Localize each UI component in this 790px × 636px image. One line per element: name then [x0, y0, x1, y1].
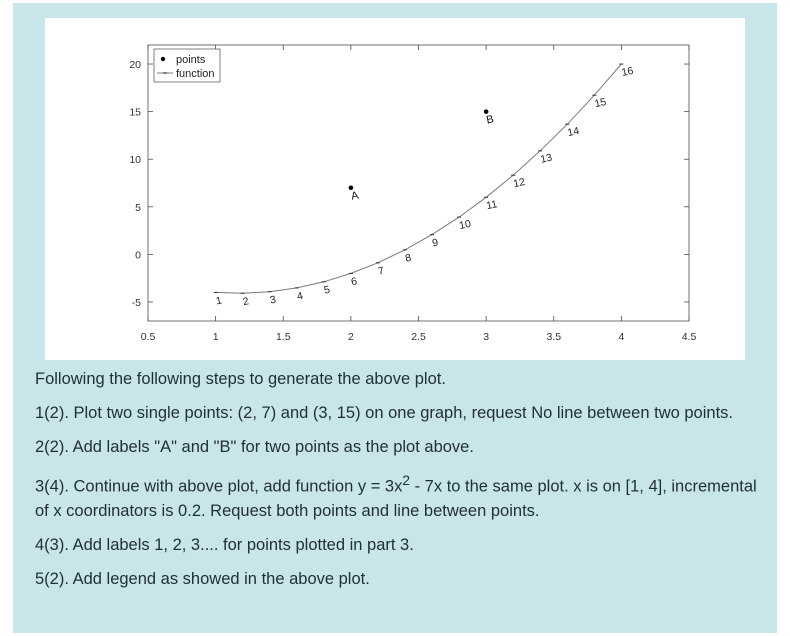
- x-tick-label: 4: [618, 331, 625, 343]
- function-point-label: 6: [350, 275, 359, 289]
- function-point-label: 12: [512, 175, 527, 191]
- function-point-label: 4: [295, 289, 305, 303]
- function-point-label: 14: [566, 124, 581, 140]
- x-tick-label: 1: [212, 331, 219, 343]
- step-3-superscript: 2: [402, 473, 411, 488]
- function-point-label: 13: [539, 151, 554, 166]
- function-point-label: 8: [404, 251, 413, 265]
- chart: [45, 18, 745, 360]
- y-tick-label: 20: [129, 59, 141, 72]
- axes-box: [148, 45, 689, 321]
- legend-points-marker: [161, 57, 165, 61]
- x-tick-label: 2.5: [411, 331, 426, 343]
- instruction-step-1: 1(2). Plot two single points: (2, 7) and (3, 15) on one graph, request No line between two points.: [35, 404, 733, 422]
- instructions: [35, 367, 765, 601]
- legend-points-label: points: [176, 54, 206, 66]
- instruction-step-2: 2(2). Add labels "A" and "B" for two points as the plot above.: [35, 438, 474, 456]
- point-label-a: A: [350, 189, 360, 203]
- instruction-step-3: [35, 469, 765, 523]
- function-point-label: 3: [268, 293, 278, 307]
- function-line: [216, 64, 622, 293]
- point-a: [349, 185, 354, 190]
- x-tick-label: 3.5: [546, 331, 562, 343]
- y-tick-label: 5: [135, 201, 141, 214]
- x-tick-label: 3: [483, 331, 490, 343]
- point-label-b: B: [485, 113, 495, 127]
- function-point-label: 9: [431, 236, 440, 250]
- function-point-label: 15: [593, 96, 608, 111]
- function-point-label: 11: [485, 198, 499, 213]
- y-tick-label: -5: [131, 296, 141, 309]
- function-point-label: 7: [377, 264, 386, 278]
- x-tick-label: 0.5: [140, 331, 156, 343]
- x-tick-label: 1.5: [275, 331, 291, 343]
- content-panel: [13, 3, 777, 633]
- plot-card: [45, 18, 745, 360]
- legend-function-label: function: [176, 68, 215, 80]
- function-point-label: 10: [458, 217, 473, 233]
- function-point-label: 2: [241, 295, 251, 309]
- instruction-step-4: 4(3). Add labels 1, 2, 3.... for points plotted in part 3.: [35, 535, 414, 554]
- step-3-prefix: 3(4). Continue with above plot, add function y = 3x: [35, 477, 403, 496]
- y-tick-label: 10: [129, 154, 141, 167]
- function-point-label: 1: [214, 294, 223, 308]
- function-point-label: 5: [322, 283, 332, 297]
- function-point-label: 16: [620, 64, 635, 79]
- y-tick-label: 15: [129, 106, 141, 119]
- x-tick-label: 4.5: [681, 331, 697, 343]
- x-tick-label: 2: [347, 331, 354, 343]
- y-tick-label: 0: [135, 249, 141, 262]
- point-b: [484, 109, 489, 114]
- instructions-intro: Following the following steps to generate the above plot.: [35, 370, 446, 388]
- step-3-suffix: - 7x to the same plot. x is on [1, 4], incremental of x coordinators is 0.2. Request both points and line between points.: [35, 477, 757, 520]
- instruction-step-5: 5(2). Add legend as showed in the above plot.: [35, 569, 370, 588]
